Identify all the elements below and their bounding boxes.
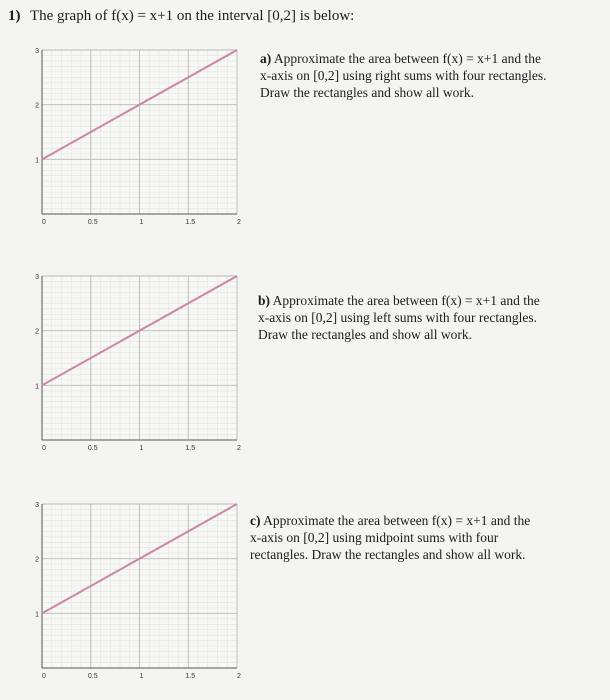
- question-b-line-1: Approximate the area between f(x) = x+1 and the: [272, 293, 540, 308]
- question-a-line-1: Approximate the area between f(x) = x+1 and the: [273, 51, 542, 66]
- question-c: [250, 512, 590, 563]
- x-tick-label: 2: [237, 219, 241, 226]
- graph-b-svg: [32, 270, 247, 455]
- problem-title: [8, 8, 354, 25]
- problem-text: The graph of f(x) = x+1 on the interval [0,2] is below:: [29, 8, 355, 24]
- question-a-label: a): [260, 51, 272, 66]
- x-tick-label: 0.5: [87, 673, 98, 680]
- question-a-line-3: Draw the rectangles and show all work.: [260, 85, 475, 100]
- problem-number: 1): [8, 8, 21, 24]
- x-tick-label: 1.5: [185, 219, 196, 226]
- graph-a: [32, 44, 247, 229]
- y-tick-label: 2: [35, 102, 39, 110]
- y-tick-label: 1: [35, 611, 39, 619]
- question-b-label: b): [258, 293, 271, 308]
- y-tick-label: 3: [35, 274, 39, 281]
- y-tick-label: 3: [35, 48, 39, 55]
- x-tick-label: 0: [42, 219, 46, 226]
- question-c-line-1: Approximate the area between f(x) = x+1 and the: [263, 513, 531, 528]
- graph-a-svg: [32, 44, 247, 229]
- question-c-line-3: rectangles. Draw the rectangles and show all work.: [250, 547, 526, 562]
- y-tick-label: 2: [35, 556, 39, 564]
- x-tick-label: 1.5: [185, 673, 196, 680]
- graph-c: [32, 498, 247, 683]
- question-b-line-3: Draw the rectangles and show all work.: [258, 327, 473, 342]
- x-tick-label: 1.5: [185, 445, 196, 452]
- question-c-label: c): [250, 513, 261, 528]
- x-tick-label: 2: [237, 445, 241, 452]
- question-a: [260, 50, 600, 101]
- question-b-line-2: x-axis on [0,2] using left sums with four rectangles.: [258, 310, 537, 325]
- y-tick-label: 3: [35, 502, 39, 509]
- x-tick-label: 0: [42, 673, 46, 680]
- x-tick-label: 0: [42, 445, 46, 452]
- question-a-line-2: x-axis on [0,2] using right sums with four rectangles.: [260, 68, 547, 83]
- x-tick-label: 1: [139, 219, 144, 226]
- x-tick-label: 1: [139, 673, 144, 680]
- x-tick-label: 0.5: [87, 219, 98, 226]
- graph-b: [32, 270, 247, 455]
- y-tick-label: 2: [35, 328, 39, 336]
- graph-c-svg: [32, 498, 247, 683]
- y-tick-label: 1: [35, 157, 39, 165]
- question-c-line-2: x-axis on [0,2] using midpoint sums with four: [250, 530, 499, 545]
- x-tick-label: 2: [237, 673, 241, 680]
- y-tick-label: 1: [35, 383, 39, 391]
- x-tick-label: 0.5: [87, 445, 98, 452]
- question-b: [258, 292, 598, 343]
- x-tick-label: 1: [139, 445, 144, 452]
